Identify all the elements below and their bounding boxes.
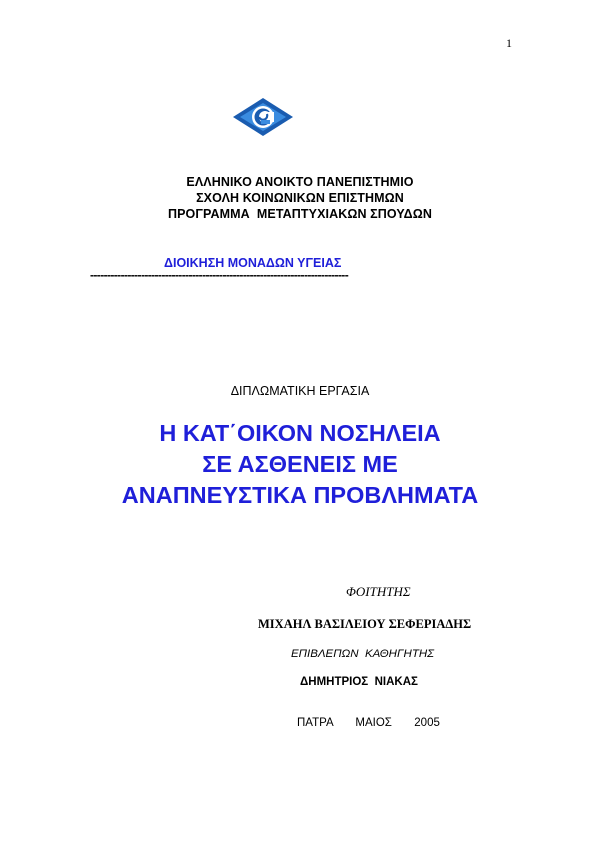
university-logo-icon xyxy=(232,97,294,137)
thesis-label: ΔΙΠΛΩΜΑΤΙΚΗ ΕΡΓΑΣΙΑ xyxy=(230,384,370,398)
institution-line-1: ΕΛΛΗΝΙΚΟ ΑΝΟΙΚΤΟ ΠΑΝΕΠΙΣΤΗΜΙΟ xyxy=(186,175,414,189)
place-date: ΠΑΤΡΑ ΜΑΙΟΣ 2005 xyxy=(297,717,440,729)
institution-line-3: ΠΡΟΓΡΑΜΜΑ ΜΕΤΑΠΤΥΧΙΑΚΩΝ ΣΠΟΥΔΩΝ xyxy=(167,207,433,221)
separator-line: ---------------------------------------------------------------------------- xyxy=(90,268,349,282)
student-label: ΦΟΙΤΗΤΗΣ xyxy=(346,584,411,599)
page-number: 1 xyxy=(506,36,512,50)
program-name: ΔΙΟΙΚΗΣΗ ΜΟΝΑΔΩΝ ΥΓΕΙΑΣ xyxy=(164,256,342,270)
thesis-title-line-1: Η ΚΑΤ΄ΟΙΚΟΝ ΝΟΣΗΛΕΙΑ xyxy=(159,420,441,446)
thesis-title-line-3: ΑΝΑΠΝΕΥΣΤΙΚΑ ΠΡΟΒΛΗΜΑΤΑ xyxy=(121,482,479,508)
student-name: ΜΙΧΑΗΛ ΒΑΣΙΛΕΙΟΥ ΣΕΦΕΡΙΑΔΗΣ xyxy=(258,617,472,631)
supervisor-label: ΕΠΙΒΛΕΠΩΝ ΚΑΘΗΓΗΤΗΣ xyxy=(291,648,435,660)
supervisor-name: ΔΗΜΗΤΡΙΟΣ ΝΙΑΚΑΣ xyxy=(300,676,418,688)
institution-line-2: ΣΧΟΛΗ ΚΟΙΝΩΝΙΚΩΝ ΕΠΙΣΤΗΜΩΝ xyxy=(196,191,404,205)
thesis-title-line-2: ΣΕ ΑΣΘΕΝΕΙΣ ΜΕ xyxy=(202,451,398,477)
